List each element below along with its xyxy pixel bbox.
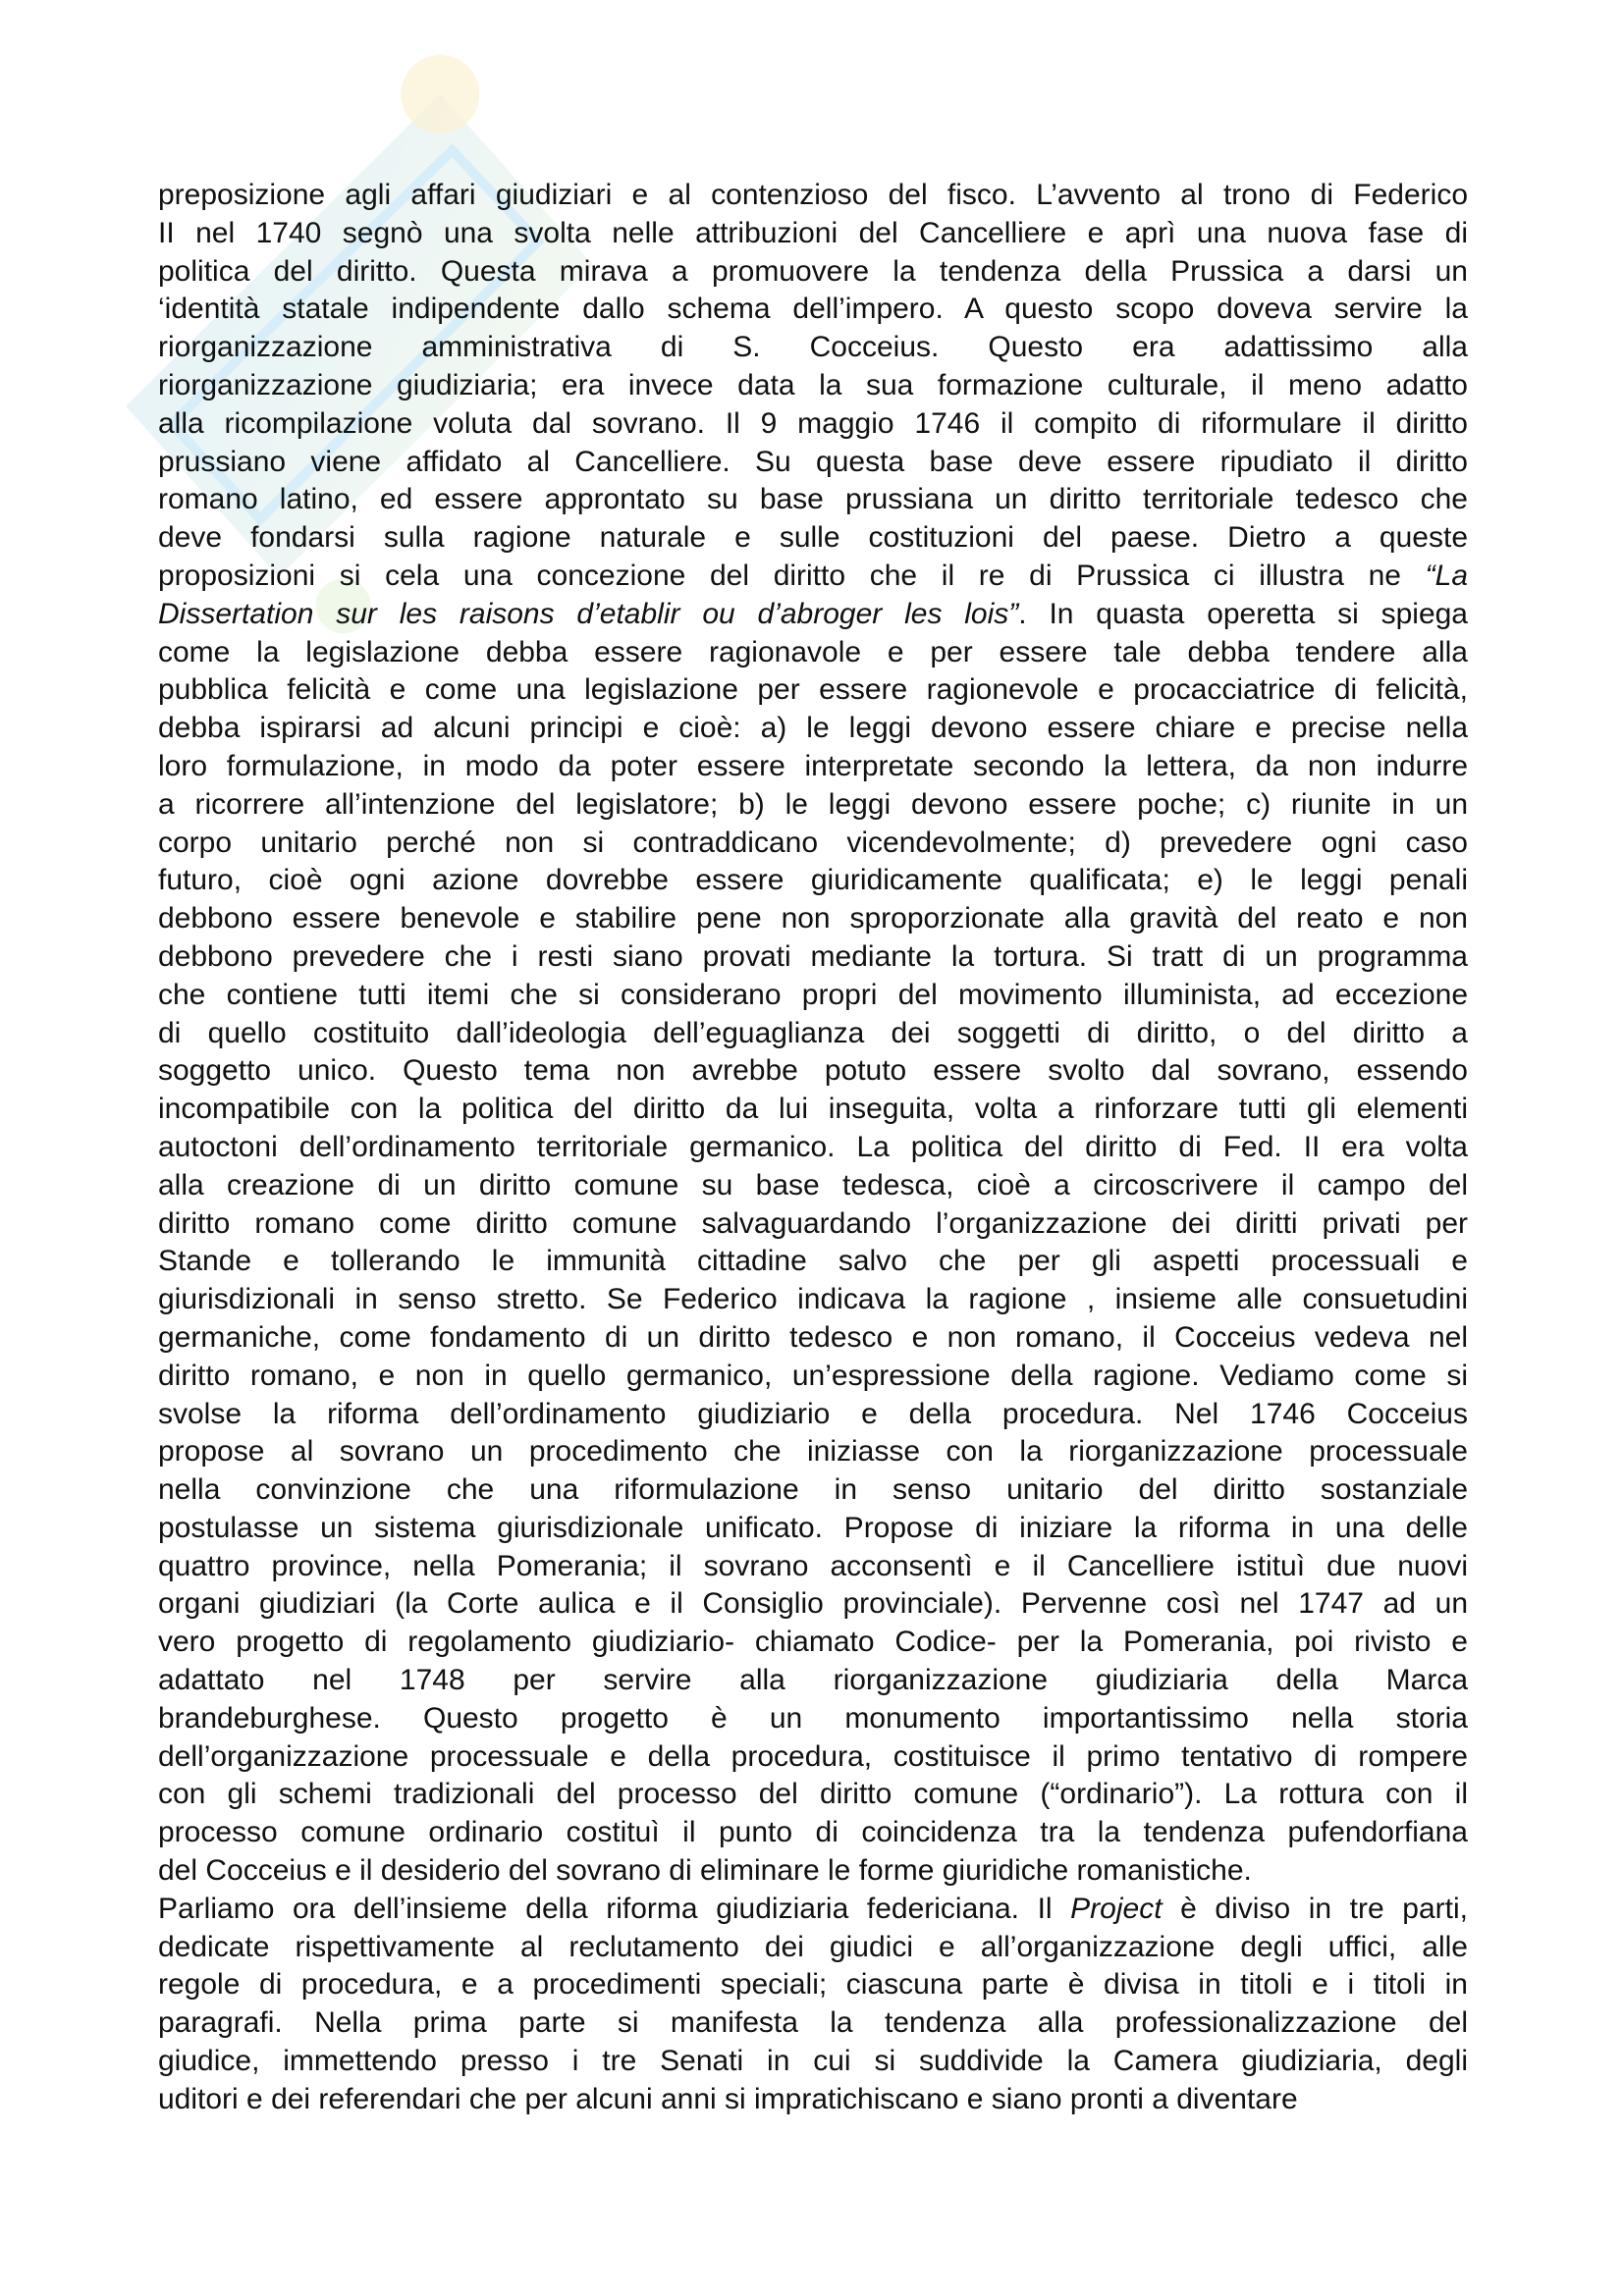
text-run: alla ricompilazione voluta dal sovrano. Il 9 maggio 1746 il compito di riformulare il diritto <box>158 406 1468 440</box>
italic-text: Dissertation sur les raisons d’etablir ou d’abroger les lois” <box>158 597 1019 630</box>
text-line <box>158 1052 1468 1091</box>
text-line <box>158 1015 1468 1053</box>
text-run: corpo unitario perché non si contraddicano vicendevolmente; d) prevedere ogni caso <box>158 826 1468 859</box>
text-line <box>158 1852 1468 1891</box>
text-run: riorganizzazione amministrativa di S. Cocceius. Questo era adattissimo alla <box>158 331 1468 364</box>
text-line <box>158 2004 1468 2043</box>
text-run: dedicate rispettivamente al reclutamento dei giudici e all’organizzazione degli uffici, alle <box>158 1930 1468 1963</box>
text-run: processo comune ordinario costituì il punto di coincidenza tra la tendenza pufendorfiana <box>158 1816 1468 1849</box>
text-run: svolse la riforma dell’ordinamento giudiziario e della procedura. Nel 1746 Cocceius <box>158 1397 1468 1430</box>
text-line <box>158 291 1468 329</box>
text-run: debbono prevedere che i resti siano provati mediante la tortura. Si tratt di un programma <box>158 939 1468 973</box>
text-line <box>158 900 1468 938</box>
italic-text: “La <box>1425 559 1468 592</box>
text-run: brandeburghese. Questo progetto è un monumento importantissimo nella storia <box>158 1701 1468 1735</box>
text-line <box>158 405 1468 444</box>
text-run: a ricorrere all’intenzione del legislatore; b) le leggi devono essere poche; c) riunite in un <box>158 787 1468 821</box>
text-line <box>158 2043 1468 2081</box>
text-run: debbono essere benevole e stabilire pene non sproporzionate alla gravità del reato e non <box>158 902 1468 935</box>
text-line <box>158 1624 1468 1662</box>
text-run: pubblica felicità e come una legislazione per essere ragionevole e procacciatrice di felicità, <box>158 673 1468 707</box>
text-line <box>158 481 1468 519</box>
text-line <box>158 1433 1468 1471</box>
text-line <box>158 1776 1468 1814</box>
text-line <box>158 671 1468 710</box>
text-line <box>158 177 1468 215</box>
text-line <box>158 1662 1468 1700</box>
text-line <box>158 2081 1468 2119</box>
text-run: adattato nel 1748 per servire alla riorganizzazione giudiziaria della Marca <box>158 1664 1468 1697</box>
text-line <box>158 1471 1468 1510</box>
text-line <box>158 710 1468 748</box>
text-run: organi giudiziari (la Corte aulica e il Consiglio provinciale). Pervenne così nel 1747 ad un <box>158 1587 1468 1621</box>
paragraph <box>158 1891 1468 2119</box>
text-line <box>158 367 1468 405</box>
text-line <box>158 1281 1468 1319</box>
text-run: Parliamo ora dell’insieme della riforma giudiziaria federiciana. Il <box>158 1892 1071 1925</box>
text-run: regole di procedura, e a procedimenti speciali; ciascuna parte è divisa in titoli e i titoli in <box>158 1968 1468 2002</box>
text-line <box>158 748 1468 786</box>
text-line <box>158 634 1468 672</box>
text-line <box>158 1548 1468 1586</box>
text-run: Stande e tollerando le immunità cittadine salvo che per gli aspetti processuali e <box>158 1245 1468 1278</box>
text-run: del Cocceius e il desiderio del sovrano di eliminare le forme giuridiche romanistiche. <box>158 1854 1252 1888</box>
text-run: che contiene tutti itemi che si considerano propri del movimento illuminista, ad eccezione <box>158 978 1468 1011</box>
text-run: incompatibile con la politica del diritto da lui inseguita, volta a rinforzare tutti gli elementi <box>158 1093 1468 1126</box>
text-line <box>158 1319 1468 1358</box>
text-run: romano latino, ed essere approntato su base prussiana un diritto territoriale tedesco che <box>158 483 1468 516</box>
text-line <box>158 1167 1468 1205</box>
text-line <box>158 596 1468 634</box>
text-run: diritto romano come diritto comune salvaguardando l’organizzazione dei diritti privati per <box>158 1206 1468 1240</box>
text-run: uditori e dei referendari che per alcuni anni si impratichiscano e siano pronti a diventare <box>158 2082 1298 2115</box>
text-run: proposizioni si cela una concezione del diritto che il re di Prussica ci illustra ne <box>158 559 1426 592</box>
text-line <box>158 1700 1468 1738</box>
text-run: preposizione agli affari giudiziari e al contenzioso del fisco. L’avvento al trono di Federico <box>158 179 1468 211</box>
text-line <box>158 1358 1468 1396</box>
text-line <box>158 444 1468 482</box>
text-run: postulasse un sistema giurisdizionale unificato. Propose di iniziare la riforma in una delle <box>158 1511 1468 1544</box>
text-line <box>158 1966 1468 2004</box>
text-run: prussiano viene affidato al Cancelliere. Su questa base deve essere ripudiato il diritto <box>158 445 1468 478</box>
text-line <box>158 1396 1468 1434</box>
text-run: riorganizzazione giudiziaria; era invece data la sua formazione culturale, il meno adatto <box>158 368 1468 401</box>
text-run: loro formulazione, in modo da poter essere interpretate secondo la lettera, da non indurre <box>158 749 1468 782</box>
text-run: propose al sovrano un procedimento che iniziasse con la riorganizzazione processuale <box>158 1435 1468 1468</box>
text-run: autoctoni dell’ordinamento territoriale germanico. La politica del diritto di Fed. II era volta <box>158 1130 1468 1163</box>
text-line <box>158 329 1468 367</box>
text-line <box>158 1243 1468 1281</box>
text-line <box>158 977 1468 1015</box>
text-line <box>158 862 1468 900</box>
text-line <box>158 1814 1468 1852</box>
text-line <box>158 519 1468 558</box>
text-run: germaniche, come fondamento di un diritto tedesco e non romano, il Cocceius vedeva nel <box>158 1320 1468 1354</box>
text-run: futuro, cioè ogni azione dovrebbe essere giuridicamente qualificata; e) le leggi penali <box>158 864 1468 897</box>
text-line <box>158 938 1468 977</box>
document-body <box>158 177 1468 2119</box>
text-line <box>158 215 1468 253</box>
text-run: II nel 1740 segnò una svolta nelle attribuzioni del Cancelliere e aprì una nuova fase di <box>158 216 1468 249</box>
text-line <box>158 1091 1468 1129</box>
text-run: politica del diritto. Questa mirava a promuovere la tendenza della Prussica a darsi un <box>158 254 1468 288</box>
text-run: dell’organizzazione processuale e della procedura, costituisce il primo tentativo di rompere <box>158 1739 1468 1773</box>
text-run: con gli schemi tradizionali del processo del diritto comune (“ordinario”). La rottura con il <box>158 1778 1468 1811</box>
text-run: di quello costituito dall’ideologia dell’eguaglianza dei soggetti di diritto, o del diritto a <box>158 1016 1468 1049</box>
text-line <box>158 1585 1468 1624</box>
text-line <box>158 253 1468 292</box>
text-line <box>158 1929 1468 1967</box>
text-run: come la legislazione debba essere ragionavole e per essere tale debba tendere alla <box>158 635 1468 668</box>
text-run: nella convinzione che una riformulazione in senso unitario del diritto sostanziale <box>158 1473 1468 1507</box>
text-line <box>158 1510 1468 1548</box>
text-line <box>158 558 1468 596</box>
text-run: giudice, immettendo presso i tre Senati in cui si suddivide la Camera giudiziaria, degli <box>158 2045 1468 2078</box>
text-run: è diviso in tre parti, <box>1162 1892 1468 1925</box>
text-run: . In quasta operetta si spiega <box>1018 597 1468 630</box>
text-run: vero progetto di regolamento giudiziario- chiamato Codice- per la Pomerania, poi rivisto e <box>158 1626 1468 1659</box>
text-line <box>158 825 1468 863</box>
text-run: deve fondarsi sulla ragione naturale e sulle costituzioni del paese. Dietro a queste <box>158 521 1468 555</box>
italic-text: Project <box>1070 1892 1163 1925</box>
text-run: alla creazione di un diritto comune su base tedesca, cioè a circoscrivere il campo del <box>158 1168 1468 1201</box>
text-line <box>158 786 1468 825</box>
text-run: soggetto unico. Questo tema non avrebbe potuto essere svolto dal sovrano, essendo <box>158 1054 1468 1088</box>
text-run: quattro province, nella Pomerania; il sovrano acconsentì e il Cancelliere istituì due nuovi <box>158 1549 1468 1582</box>
text-run: debba ispirarsi ad alcuni principi e cioè: a) le leggi devono essere chiare e precise nella <box>158 712 1468 745</box>
text-run: diritto romano, e non in quello germanico, un’espressione della ragione. Vediamo come si <box>158 1359 1468 1392</box>
text-run: giurisdizionali in senso stretto. Se Federico indicava la ragione , insieme alle consuetudini <box>158 1283 1468 1316</box>
paragraph <box>158 177 1468 1891</box>
text-line <box>158 1891 1468 1929</box>
text-line <box>158 1738 1468 1777</box>
text-line <box>158 1205 1468 1244</box>
text-run: paragrafi. Nella prima parte si manifesta la tendenza alla professionalizzazione del <box>158 2006 1468 2040</box>
text-run: ‘identità statale indipendente dallo schema dell’impero. A questo scopo doveva servire la <box>158 293 1468 326</box>
text-line <box>158 1129 1468 1167</box>
